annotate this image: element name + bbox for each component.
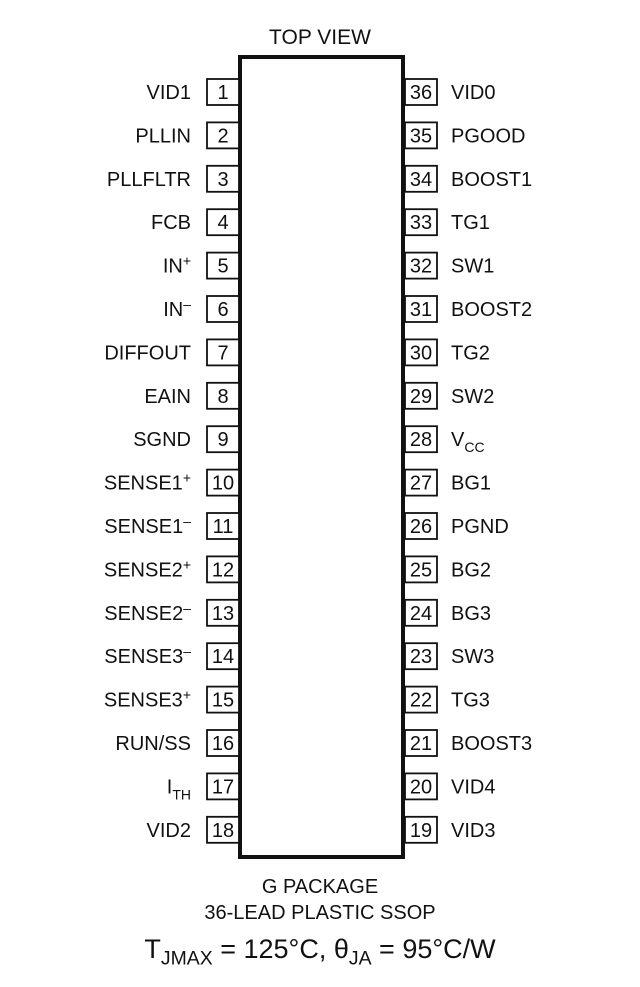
pin-label xyxy=(104,643,191,668)
pin-number: 27 xyxy=(409,472,433,495)
right-pin-30 xyxy=(405,339,490,365)
pin-number: 15 xyxy=(211,689,235,712)
pin-label xyxy=(451,603,491,625)
right-pin-24 xyxy=(405,600,491,626)
pin-label xyxy=(167,776,191,802)
left-pin-18 xyxy=(147,817,239,843)
pin-number: 28 xyxy=(409,429,433,452)
pin-label xyxy=(104,513,191,538)
right-pin-25 xyxy=(405,556,491,582)
pin-label-text: IN xyxy=(163,299,184,321)
theta-subscript: JA xyxy=(348,947,372,970)
left-pin-3 xyxy=(107,166,239,192)
pin-label-superscript: + xyxy=(182,686,191,703)
pin-label xyxy=(451,299,532,321)
pin-label xyxy=(104,600,191,625)
pin-label-text: SW3 xyxy=(451,646,495,669)
pin-label xyxy=(163,253,191,278)
pin-label-text: VID2 xyxy=(146,819,191,842)
left-pin-7 xyxy=(104,339,239,365)
right-pin-29 xyxy=(405,383,494,409)
pin-label xyxy=(451,82,495,104)
pin-number: 26 xyxy=(409,516,433,538)
left-pin-8 xyxy=(144,383,239,409)
pin-number: 30 xyxy=(409,342,433,365)
left-pin-1 xyxy=(147,79,239,105)
left-pin-4 xyxy=(151,209,239,235)
pin-label xyxy=(451,646,494,668)
package-description: 36-LEAD PLASTIC SSOP xyxy=(204,902,436,924)
left-pin-13 xyxy=(104,600,239,626)
pin-number: 24 xyxy=(409,602,433,625)
pin-label-text: VID1 xyxy=(146,82,191,104)
pin-label xyxy=(451,169,532,191)
right-pin-31 xyxy=(405,296,532,322)
pin-number: 21 xyxy=(409,733,433,755)
pin-label-superscript: – xyxy=(183,599,191,616)
pin-label xyxy=(451,559,491,581)
right-pin-column xyxy=(405,79,532,843)
right-pin-22 xyxy=(405,687,490,713)
pin-label-text: SENSE1 xyxy=(103,472,183,495)
right-pin-27 xyxy=(405,470,491,496)
pin-number: 29 xyxy=(409,385,433,408)
pin-label-text: PGOOD xyxy=(451,125,526,148)
pin-number: 36 xyxy=(409,82,433,104)
left-pin-5 xyxy=(163,253,239,279)
pin-label-text: PLLFLTR xyxy=(106,168,191,191)
pin-label xyxy=(147,820,191,842)
pin-number: 9 xyxy=(217,429,229,452)
pin-label xyxy=(451,429,485,455)
pin-label-text: BOOST1 xyxy=(451,168,533,191)
pin-number: 18 xyxy=(211,819,235,842)
pin-number: 13 xyxy=(211,602,235,625)
pin-label-text: IN xyxy=(162,255,183,278)
pin-number: 11 xyxy=(212,516,234,538)
tjmax-symbol: T xyxy=(144,934,161,964)
pin-label-text: SENSE2 xyxy=(104,602,184,625)
pin-label-text: BG1 xyxy=(451,472,492,495)
ic-package-body xyxy=(240,57,403,857)
pin-label-text: DIFFOUT xyxy=(104,342,191,365)
pin-label-text: SGND xyxy=(133,429,191,452)
pin-label-text: I xyxy=(166,776,173,799)
pin-label-text: BOOST2 xyxy=(451,299,533,321)
pin-label-text: SW1 xyxy=(451,255,495,278)
pin-label xyxy=(133,429,191,451)
pin-number: 22 xyxy=(409,689,433,712)
pin-label-text: BG3 xyxy=(451,602,492,625)
pin-label xyxy=(451,256,494,278)
pin-label xyxy=(451,342,490,364)
left-pin-17 xyxy=(167,773,239,802)
left-pin-10 xyxy=(104,470,239,496)
pin-label-superscript: + xyxy=(182,556,191,573)
pin-label xyxy=(451,212,490,234)
pin-label xyxy=(104,556,191,581)
pin-label-text: SENSE2 xyxy=(103,559,183,582)
right-pin-20 xyxy=(405,773,495,799)
right-pin-19 xyxy=(405,817,495,843)
left-pin-11 xyxy=(104,513,239,539)
tjmax-subscript: JMAX xyxy=(160,947,213,970)
pin-number: 5 xyxy=(217,255,229,278)
pin-label-text: VID0 xyxy=(451,82,496,104)
pin-label-text: SENSE3 xyxy=(104,646,184,669)
pin-label-text: SENSE1 xyxy=(104,516,184,538)
pin-number: 10 xyxy=(211,472,235,495)
pin-label-text: TG1 xyxy=(451,212,490,235)
right-pin-34 xyxy=(405,166,532,192)
pin-number: 19 xyxy=(409,819,433,842)
pin-number: 17 xyxy=(211,776,235,799)
right-pin-32 xyxy=(405,253,494,279)
pin-number: 34 xyxy=(409,168,433,191)
right-pin-35 xyxy=(405,122,525,148)
theta-symbol: θ xyxy=(333,934,349,964)
pin-label-text: VID4 xyxy=(451,776,496,799)
pin-label-text: BOOST3 xyxy=(451,733,533,755)
right-pin-23 xyxy=(405,643,494,669)
pin-number: 35 xyxy=(409,125,433,148)
left-pin-6 xyxy=(163,296,239,322)
pin-number: 20 xyxy=(409,776,433,799)
left-pin-9 xyxy=(133,426,239,452)
pin-label xyxy=(451,516,509,538)
pin-label-subscript: TH xyxy=(172,786,191,803)
pin-label xyxy=(144,386,191,408)
pin-label-subscript: CC xyxy=(464,439,485,456)
pin-number: 33 xyxy=(409,212,433,235)
theta-value: = 95°C/W xyxy=(371,934,496,964)
pin-number: 4 xyxy=(217,212,229,235)
pin-number: 23 xyxy=(409,646,433,669)
pin-number: 16 xyxy=(211,733,235,755)
pin-label xyxy=(451,820,495,842)
package-name: G PACKAGE xyxy=(261,876,379,898)
pin-label xyxy=(451,125,525,147)
pin-label xyxy=(151,212,191,234)
pin-label xyxy=(135,125,191,147)
pin-label-superscript: – xyxy=(183,643,191,660)
pin-label xyxy=(451,386,494,408)
pin-label-text: TG3 xyxy=(451,689,490,712)
left-pin-14 xyxy=(104,643,239,669)
pin-label xyxy=(451,690,490,712)
pin-label-text: PLLIN xyxy=(135,125,191,148)
pin-label-text: RUN/SS xyxy=(115,733,191,755)
pin-label-superscript: – xyxy=(183,513,191,529)
pin-label xyxy=(451,733,532,755)
right-pin-28 xyxy=(405,426,485,455)
pin-label xyxy=(451,473,491,495)
pin-label-text: EAIN xyxy=(144,385,191,408)
pin-label xyxy=(451,776,495,798)
pin-label-text: SW2 xyxy=(451,385,495,408)
pin-number: 25 xyxy=(409,559,433,582)
tjmax-value: = 125°C, xyxy=(212,934,334,964)
pin-label xyxy=(104,687,191,712)
pin-number: 1 xyxy=(217,82,229,104)
pin-label xyxy=(104,470,191,495)
right-pin-21 xyxy=(405,730,532,756)
pin-label xyxy=(107,169,191,191)
right-pin-36 xyxy=(405,79,495,105)
pin-number: 32 xyxy=(409,255,433,278)
pin-number: 2 xyxy=(217,125,229,148)
left-pin-15 xyxy=(104,687,239,713)
pin-label-text: SENSE3 xyxy=(103,689,183,712)
pin-label-superscript: + xyxy=(182,469,191,486)
pin-number: 6 xyxy=(217,299,229,321)
pin-number: 14 xyxy=(211,646,235,669)
pin-number: 3 xyxy=(217,168,229,191)
left-pin-12 xyxy=(104,556,239,582)
pin-label-text: V xyxy=(451,429,465,452)
right-pin-33 xyxy=(405,209,490,235)
left-pin-column xyxy=(104,79,239,843)
left-pin-16 xyxy=(115,730,239,756)
pin-label-text: TG2 xyxy=(451,342,490,365)
pin-number: 12 xyxy=(211,559,235,582)
pin-number: 7 xyxy=(217,342,229,365)
pin-label-text: PGND xyxy=(451,516,509,538)
pin-label-text: VID3 xyxy=(451,819,496,842)
pin-label-superscript: + xyxy=(182,252,191,269)
diagram-title: TOP VIEW xyxy=(269,26,371,49)
pin-label xyxy=(163,296,191,321)
pin-label-superscript: – xyxy=(183,296,191,312)
pin-label-text: FCB xyxy=(151,212,191,235)
left-pin-2 xyxy=(135,122,239,148)
pin-number: 31 xyxy=(409,299,433,321)
right-pin-26 xyxy=(405,513,509,539)
thermal-spec xyxy=(0,934,640,970)
pin-label xyxy=(147,82,191,104)
pin-label-text: BG2 xyxy=(451,559,492,582)
pin-label xyxy=(115,733,191,755)
pin-label xyxy=(104,342,191,364)
pin-number: 8 xyxy=(217,385,229,408)
